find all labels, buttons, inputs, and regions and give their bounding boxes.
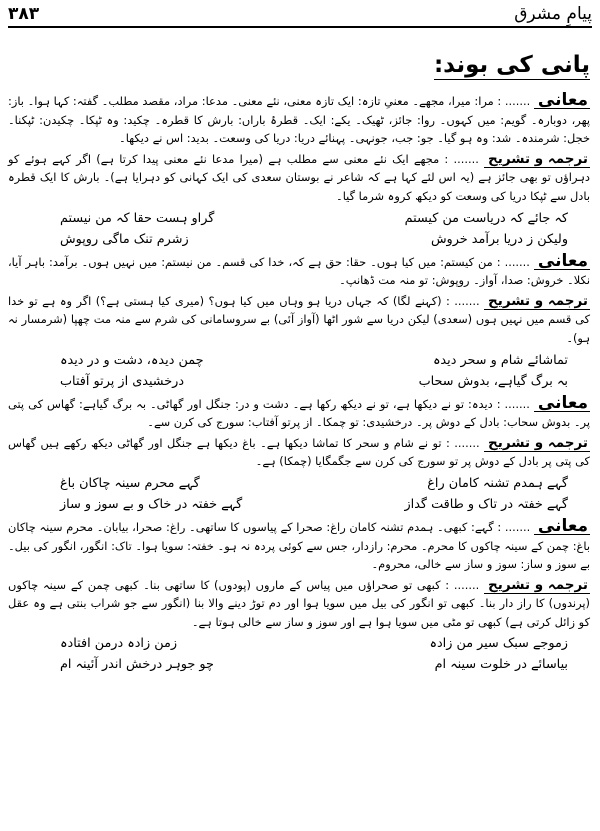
paragraph	[8, 92, 590, 148]
label-translation: ترجمہ و تشریح	[484, 293, 590, 310]
verse-line	[8, 229, 590, 250]
verse-line	[8, 633, 590, 654]
paragraph-text: ....... : کبھی تو صحراؤں میں پیاس کے ماروں (پودوں) کا ساتھی بنا۔ کبھی چمن کے سینہ چاکوں (پرندوں) کا راز دار بنا۔ کبھی تو انگور کی بیل میں سویا ہوا اور دم توڑ دینے والا بنا (انگور سے جو شراب بنتی ہے وہ عقل کو زائل کرتی ہے) کبھی تو مٹی میں سویا ہوا ہے اور سوز و ساز سے خالی ہوتا ہے۔	[8, 577, 590, 629]
paragraph-text: ....... : (کہنے لگا) کہ جہاں دریا ہو وہاں میں کیا ہوں؟ (میری کیا ہستی ہے؟) اگر وہ ہے تو خدا کی قسم میں نہیں ہوں (سعدی) لیکن دریا سے شور اٹھا (آواز آئی) بے سروسامانی کی شرم سے منہ مت چھپا (شرمسار نہ ہو)۔	[8, 293, 590, 345]
hemistich-second: گہے خفتہ در خاک و بے سوز و ساز	[60, 496, 243, 512]
page-number: ۳۸۳	[8, 4, 40, 24]
paragraph	[8, 150, 590, 206]
verse-line	[8, 371, 590, 392]
label-translation: ترجمہ و تشریح	[484, 577, 590, 594]
paragraph	[8, 250, 590, 290]
paragraph-text: ....... : دیدہ: تو نے دیکھا ہے، تو نے دیکھ رکھا ہے۔ دشت و در: جنگل اور گھاٹی۔ بہ برگ گیاہے: گھاس کی پتی پر۔ بدوش سحاب: بادل کے دوش پر۔ درخشیدی: تو چمکا۔ از پرتو آفتاب: سورج کی کرن سے۔	[8, 396, 590, 430]
paragraph-text: ....... : تو نے شام و سحر کا تماشا دیکھا ہے۔ باغ دیکھا ہے جنگل اور گھاٹی دیکھ رکھے ہیں گھاس کی پتی پر بادل کے دوش پر تو سورج کی کرن سے جگمگایا (چمکا) ہے۔	[8, 435, 590, 469]
section-title-wrap	[434, 52, 590, 80]
hemistich-first: گہے خفتہ در تاک و طاقت گداز	[404, 496, 568, 512]
label-meanings: معانی	[534, 253, 590, 270]
label-meanings: معانی	[534, 92, 590, 109]
hemistich-first: کہ جائے کہ دریاست من کیستم	[404, 210, 568, 226]
hemistich-second: چمن دیدہ، دشت و در دیدہ	[60, 352, 204, 368]
verse-line	[8, 208, 590, 229]
book-title: پیامِ مشرق	[514, 4, 592, 24]
label-meanings: معانی	[534, 395, 590, 412]
verse-line	[8, 494, 590, 515]
label-translation: ترجمہ و تشریح	[484, 435, 590, 452]
hemistich-first: بہ برگ گیاہے، بدوش سحاب	[418, 373, 568, 389]
paragraph	[8, 292, 590, 348]
verse-line	[8, 473, 590, 494]
paragraph	[8, 515, 590, 574]
hemistich-second: درخشیدی از پرتو آفتاب	[60, 373, 185, 389]
label-meanings: معانی	[534, 518, 590, 535]
hemistich-second: زمن زادہ درمن افتادہ	[60, 636, 178, 652]
hemistich-second: زشرم تنک ماگی روپوش	[60, 231, 189, 247]
paragraph	[8, 434, 590, 471]
hemistich-first: زموجے سبک سیر من زادہ	[429, 636, 568, 652]
verse-block	[8, 208, 590, 250]
verse-line	[8, 654, 590, 675]
hemistich-first: ولیکن ز دریا برآمد خروش	[430, 231, 568, 247]
paragraph-text: ....... : من کیستم: میں کیا ہوں۔ حقا: حق ہے کہ، خدا کی قسم۔ من نیستم: میں نہیں ہوں۔ برآمد: باہر آیا، نکلا۔ خروش: صدا، آواز۔ روپوش: تو منہ مت ڈھانپ۔	[8, 254, 590, 288]
verse-block	[8, 473, 590, 515]
hemistich-first: بیاسائے در خلوت سینہ ام	[434, 657, 568, 673]
hemistich-second: گہے محرم سینہ چاکان باغ	[60, 475, 200, 491]
paragraph-text: ....... : مجھے ایک نئے معنی سے مطلب ہے (میرا مدعا نئے معنی پیدا کرتا ہے) اگر کہے ہوئے کو دہراؤں تو بھی جائز ہے (یہ اس لئے کہا ہے کہ شاعر نے بوستان سعدی کی ایک کہانی کو دہرایا ہے)۔ بارش کا ایک قطرہ بادل سے ٹپکا دریا کی وسعت کو دیکھ کروہ شرما گیا۔	[8, 151, 590, 203]
verse-line	[8, 350, 590, 371]
hemistich-second: چو جوہر درخش اندر آئینہ ام	[60, 657, 214, 673]
hemistich-second: گراو ہست حقا کہ من نیستم	[60, 210, 215, 226]
section-title: پانی کی بوند:	[433, 52, 590, 78]
paragraph-text: ....... : مرا: میرا، مجھے۔ معنیِ تازہ: ایک تازہ معنی، نئے معنی۔ مدعا: مراد، مقصد مطلب۔ گفتہ: کہا ہوا۔ باز: پھر، دوبارہ۔ گویم: میں کہوں۔ روا: جائز، ٹھیک۔ یکے: ایک۔ قطرۂ باراں: بارش کا قطرہ۔ چکید: وہ ٹپکا۔ چکیدن: ٹپکنا۔ خجل: شرمندہ۔ شد: وہ ہو گیا۔ جو: جب، جونہی۔ پہنائے دریا: دریا کی وسعت۔ بدید: اس نے دیکھا۔	[8, 94, 590, 146]
verse-block	[8, 350, 590, 392]
hemistich-first: تماشائے شام و سحر دیدہ	[432, 352, 568, 368]
paragraph	[8, 576, 590, 632]
hemistich-first: گہے ہمدم تشنہ کامان راغ	[427, 475, 568, 491]
label-translation: ترجمہ و تشریح	[484, 151, 590, 168]
paragraph-text: ....... : گہے: کبھی۔ ہمدم تشنہ کامان راغ: صحرا کے پیاسوں کا ساتھی۔ راغ: صحرا، بیابان۔ محرم سینہ چاکان باغ: چمن کے سینہ چاکوں کا محرم۔ محرم: رازدار، جس سے کوئی پردہ نہ ہو۔ خفتہ: سویا ہوا۔ تاک: انگور، انگور کی بیل۔ بے سوز و ساز: سوز و ساز سے خالی، محروم۔	[8, 519, 590, 572]
verse-block	[8, 633, 590, 675]
page-header	[8, 4, 592, 28]
paragraph	[8, 392, 590, 432]
content-body	[8, 92, 590, 825]
